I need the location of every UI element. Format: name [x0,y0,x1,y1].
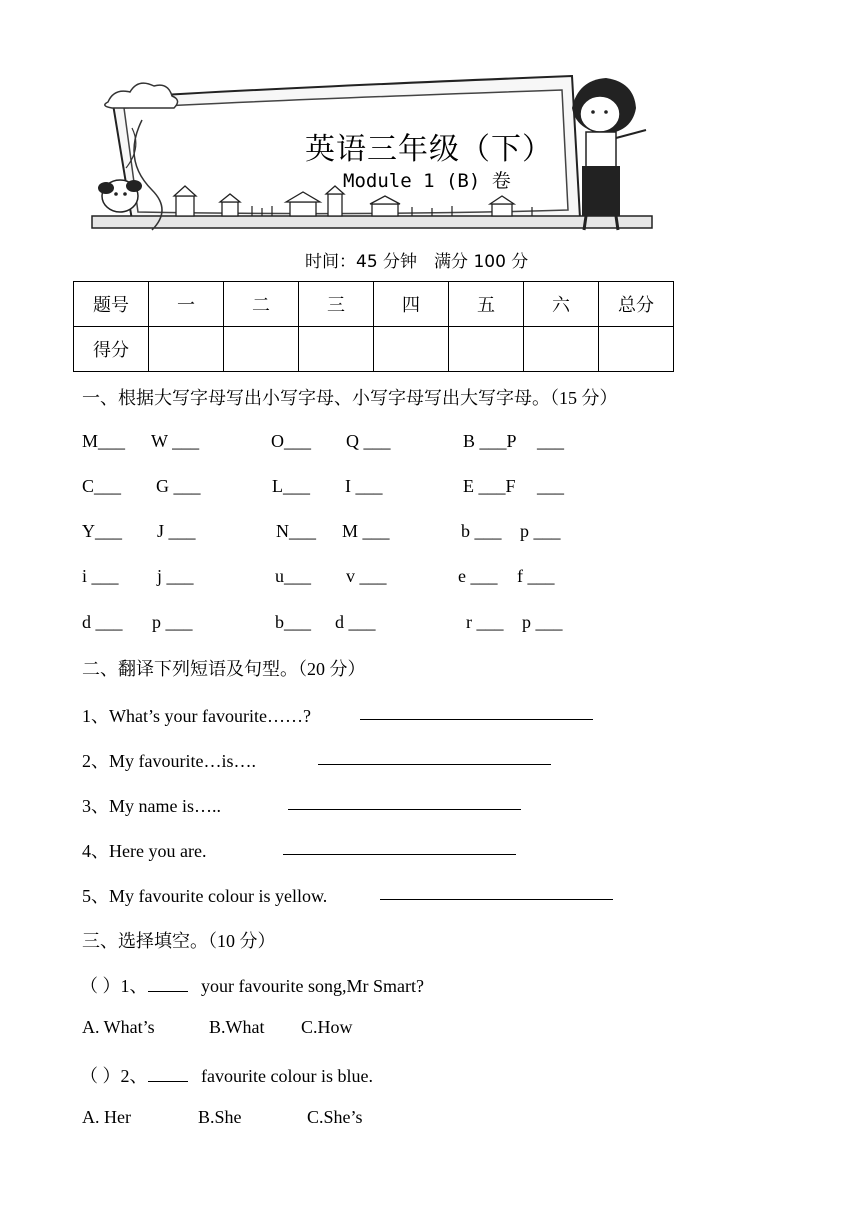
translation-answer-line-1[interactable] [360,719,593,720]
translation-answer-line-4[interactable] [283,854,516,855]
score-cell[interactable] [599,327,674,372]
question-text: your favourite song,Mr Smart? [201,976,424,996]
option-c[interactable]: C.She’s [307,1107,363,1127]
score-table-column-header: 五 [449,282,524,327]
letter-item: e ___ [458,566,498,586]
letter-item: C___ [82,476,122,496]
letter-item: j ___ [157,566,194,586]
score-cell[interactable] [374,327,449,372]
option-c-wrap [307,1107,363,1128]
score-cell[interactable] [449,327,524,372]
page-subtitle: Module 1 (B) 卷 [343,170,511,192]
question-number: 2、 [120,1066,148,1086]
letter-item: u___ [275,566,311,586]
score-cell[interactable] [149,327,224,372]
section3-heading: 三、选择填空。（10 分） [82,931,276,951]
letter-item: O___ [271,431,311,451]
translation-item-4: 4、Here you are. [82,841,207,861]
option-c-wrap [301,1017,353,1038]
score-table-column-header: 六 [524,282,599,327]
letter-item: v ___ [346,566,387,586]
option-b-wrap [198,1107,242,1128]
score-table [73,281,674,372]
letter-item: M ___ [342,521,390,541]
section2-heading: 二、翻译下列短语及句型。（20 分） [82,659,366,679]
letter-item: b ___ [461,521,502,541]
section1-heading: 一、根据大写字母写出小写字母、小写字母写出大写字母。（15 分） [82,388,618,408]
choice-question-2 [80,1062,373,1088]
score-cell[interactable] [299,327,374,372]
answer-parenthesis[interactable]: （ ） [80,976,121,996]
fill-blank[interactable] [148,1081,188,1082]
letter-item: M___ [82,431,126,451]
score-table-column-header: 四 [374,282,449,327]
letter-item: Q ___ [346,431,391,451]
score-table-score-row [74,327,674,372]
fill-blank[interactable] [148,991,188,992]
letter-item: d ___ [335,612,376,632]
exam-time-info: 时间：45 分钟 满分 100 分 [305,252,529,272]
score-table-header-row [74,282,674,327]
letter-item: b___ [275,612,311,632]
letter-item: I ___ [345,476,383,496]
translation-answer-line-2[interactable] [318,764,551,765]
letter-item: B ___P [463,431,517,451]
score-table-column-header: 二 [224,282,299,327]
letter-item: p ___ [522,612,563,632]
letter-item: i ___ [82,566,119,586]
letter-item: W ___ [151,431,200,451]
letter-item: E ___F [463,476,516,496]
letter-item: J ___ [157,521,196,541]
letter-item: p ___ [152,612,193,632]
score-cell[interactable] [224,327,299,372]
translation-item-1: 1、What’s your favourite……? [82,706,311,726]
option-a[interactable]: A. What’s [82,1017,155,1037]
translation-item-5: 5、My favourite colour is yellow. [82,886,328,906]
girl-icon [572,78,646,230]
letter-item: G ___ [156,476,201,496]
choice-question-1 [80,972,424,998]
answer-parenthesis[interactable]: （ ） [80,1066,121,1086]
letter-item: p ___ [520,521,561,541]
page-title: 英语三年级（下） [305,132,553,167]
score-table-column-header: 总分 [599,282,674,327]
letter-item: f ___ [517,566,555,586]
letter-item: N___ [276,521,316,541]
option-a[interactable]: A. Her [82,1107,131,1127]
translation-answer-line-5[interactable] [380,899,613,900]
score-table-column-header: 三 [299,282,374,327]
option-b[interactable]: B.She [198,1107,242,1127]
choice-options-2 [82,1107,131,1128]
option-c[interactable]: C.How [301,1017,353,1037]
letter-item: ___ [537,476,564,496]
translation-item-2: 2、My favourite…is…. [82,751,256,771]
score-table-row-label: 得分 [74,327,149,372]
option-b[interactable]: B.What [209,1017,265,1037]
letter-item: r ___ [466,612,504,632]
option-b-wrap [209,1017,265,1038]
choice-options-1 [82,1017,155,1038]
question-number: 1、 [120,976,148,996]
translation-item-3: 3、My name is….. [82,796,221,816]
letter-item: L___ [272,476,310,496]
score-table-column-header: 一 [149,282,224,327]
translation-answer-line-3[interactable] [288,809,521,810]
question-text: favourite colour is blue. [201,1066,373,1086]
score-cell[interactable] [524,327,599,372]
letter-item: d ___ [82,612,123,632]
letter-item: Y___ [82,521,122,541]
score-table-row-label: 题号 [74,282,149,327]
letter-item: ___ [537,431,564,451]
